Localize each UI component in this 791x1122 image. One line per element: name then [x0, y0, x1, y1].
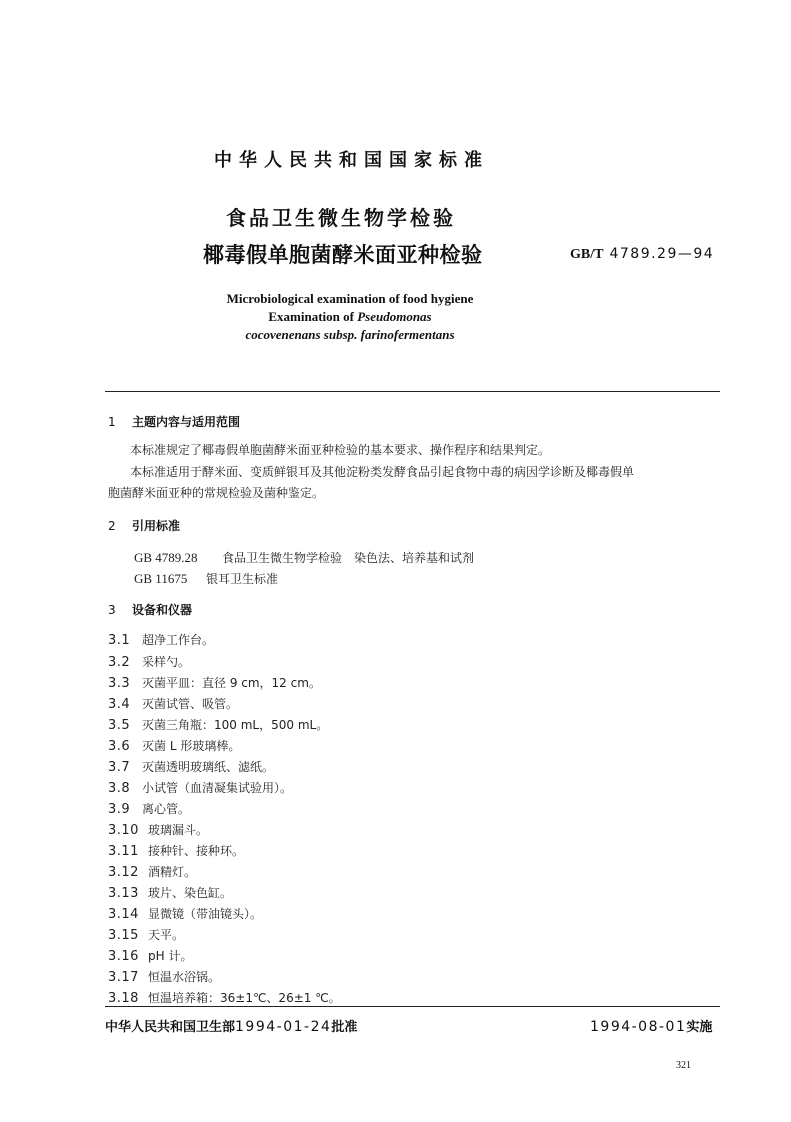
section-number: 2: [108, 519, 116, 533]
section-1-heading: [108, 413, 240, 430]
item-text: 玻片、染色缸。: [148, 886, 233, 900]
item-text: 超净工作台。: [142, 633, 215, 647]
equipment-item: [108, 947, 192, 964]
item-text: 采样勺。: [142, 655, 191, 669]
section-number: 1: [108, 415, 116, 429]
equipment-item: [108, 631, 214, 648]
item-text: 玻璃漏斗。: [148, 823, 209, 837]
item-number: 3.10: [108, 823, 139, 838]
reference-item: [134, 570, 278, 587]
equipment-item: [108, 653, 190, 670]
equipment-item: [108, 989, 341, 1006]
code-prefix: GB/T: [570, 247, 604, 262]
item-text: 灭菌平皿：直径 9 cm，12 cm。: [142, 676, 321, 690]
item-text: 接种针、接种环。: [148, 844, 245, 858]
item-text: 灭菌试管、吸管。: [142, 697, 239, 711]
equipment-item: [108, 695, 238, 712]
approval-line: [105, 1016, 357, 1035]
equipment-item: [108, 800, 190, 817]
item-number: 3.16: [108, 949, 139, 964]
item-number: 3.9: [108, 802, 131, 817]
reference-code: GB 11675: [134, 571, 188, 586]
item-number: 3.2: [108, 655, 131, 670]
equipment-item: [108, 758, 274, 775]
item-number: 3.14: [108, 907, 139, 922]
item-text: 显微镜（带油镜头）。: [148, 907, 263, 921]
standard-name: 中华人民共和国国家标准: [214, 150, 489, 171]
item-text: 小试管（血清凝集试验用）。: [142, 781, 293, 795]
section-title: 设备和仪器: [132, 603, 193, 617]
item-text: pH 计。: [148, 949, 193, 963]
approved-date: 1994-01-24: [235, 1019, 332, 1035]
equipment-item: [108, 779, 292, 796]
item-number: 3.3: [108, 676, 131, 691]
item-number: 3.18: [108, 991, 139, 1006]
english-title-line-3: cocovenenans subsp. farinofermentans: [245, 327, 455, 342]
effective-date: 1994-08-01: [590, 1019, 687, 1035]
item-number: 3.4: [108, 697, 131, 712]
equipment-item: [108, 926, 184, 943]
item-number: 3.12: [108, 865, 139, 880]
paragraph-continued: 胞菌酵米面亚种的常规检验及菌种鉴定。: [108, 486, 325, 500]
item-text: 恒温水浴锅。: [148, 970, 221, 984]
equipment-item: [108, 863, 196, 880]
english-title-line-2-bold: Examination of: [268, 309, 358, 324]
item-number: 3.13: [108, 886, 139, 901]
reference-item: [134, 549, 474, 566]
reference-title: 银耳卫生标准: [206, 572, 279, 586]
item-text: 离心管。: [142, 802, 191, 816]
equipment-item: [108, 905, 262, 922]
english-title-line-2-italic: Pseudomonas: [357, 309, 432, 324]
section-number: 3: [108, 603, 116, 617]
equipment-item: [108, 842, 244, 859]
standard-code: [570, 246, 714, 263]
item-text: 灭菌透明玻璃纸、滤纸。: [142, 760, 275, 774]
item-number: 3.5: [108, 718, 131, 733]
approved-label: 批准: [331, 1020, 358, 1035]
item-text: 灭菌三角瓶：100 mL，500 mL。: [142, 718, 329, 732]
item-text: 恒温培养箱：36±1℃、26±1 ℃。: [148, 991, 341, 1005]
equipment-item: [108, 884, 232, 901]
code-number: 4789.29—94: [609, 246, 715, 262]
equipment-item: [108, 716, 328, 733]
item-number: 3.17: [108, 970, 139, 985]
section-title: 主题内容与适用范围: [132, 415, 241, 429]
effective-label: 实施: [686, 1020, 713, 1035]
approved-by: 中华人民共和国卫生部: [105, 1020, 236, 1035]
item-number: 3.15: [108, 928, 139, 943]
page-number: 321: [676, 1060, 691, 1071]
equipment-item: [108, 674, 321, 691]
section-3-heading: [108, 601, 192, 618]
item-number: 3.7: [108, 760, 131, 775]
title-line-2: 椰毒假单胞菌酵米面亚种检验: [203, 243, 483, 267]
english-title: [190, 290, 510, 344]
equipment-item: [108, 968, 220, 985]
top-divider: [105, 391, 720, 392]
section-2-heading: [108, 517, 180, 534]
paragraph: 本标准规定了椰毒假单胞菌酵米面亚种检验的基本要求、操作程序和结果判定。: [130, 443, 551, 457]
title-line-1: 食品卫生微生物学检验: [226, 206, 456, 230]
item-number: 3.8: [108, 781, 131, 796]
equipment-item: [108, 737, 240, 754]
reference-code: GB 4789.28: [134, 550, 198, 565]
english-title-line-2: [190, 308, 510, 326]
item-text: 天平。: [148, 928, 185, 942]
section-title: 引用标准: [132, 519, 181, 533]
item-number: 3.1: [108, 633, 131, 648]
reference-title: 食品卫生微生物学检验 染色法、培养基和试剂: [222, 551, 475, 565]
item-text: 酒精灯。: [148, 865, 197, 879]
item-text: 灭菌 L 形玻璃棒。: [142, 739, 241, 753]
equipment-item: [108, 821, 208, 838]
item-number: 3.6: [108, 739, 131, 754]
english-title-line-1: Microbiological examination of food hygiene: [226, 291, 474, 306]
paragraph: 本标准适用于酵米面、变质鲜银耳及其他淀粉类发酵食品引起食物中毒的病因学诊断及椰毒假单: [130, 465, 635, 479]
effective-line: [590, 1016, 712, 1035]
bottom-divider: [105, 1006, 720, 1007]
item-number: 3.11: [108, 844, 139, 859]
